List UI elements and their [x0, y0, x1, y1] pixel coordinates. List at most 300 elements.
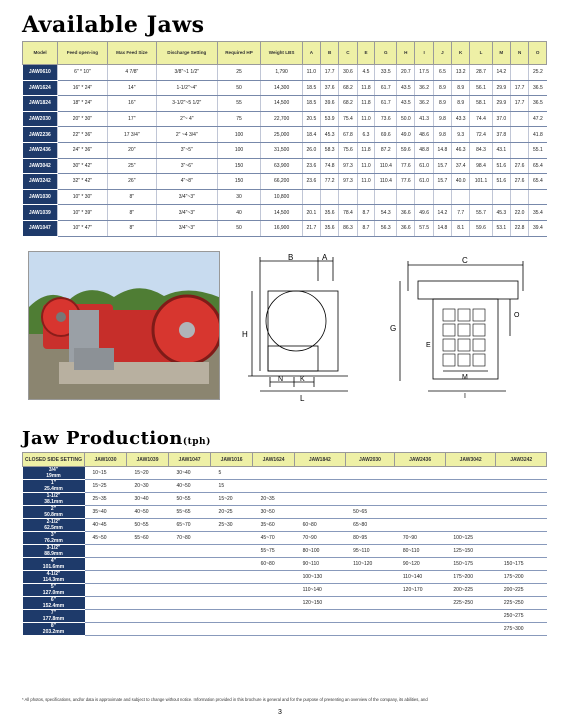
spec-cell: 3"~6": [157, 158, 217, 174]
spec-cell: 11.8: [357, 96, 375, 112]
spec-cell: 17 3/4": [107, 127, 156, 143]
production-cell: 20~35: [253, 493, 295, 506]
production-cell: [295, 506, 346, 519]
spec-cell: 50: [217, 220, 261, 236]
spec-cell: 18" * 24": [58, 96, 107, 112]
spec-cell: 32" * 42": [58, 174, 107, 190]
dim-m-label: M: [462, 374, 468, 381]
spec-cell: 27.6: [510, 174, 528, 190]
spec-cell: 20": [107, 142, 156, 158]
spec-cell: 8.9: [452, 80, 470, 96]
spec-cell: 8.1: [452, 220, 470, 236]
table-row: [23, 597, 547, 610]
spec-cell: 72.4: [470, 127, 492, 143]
production-cell: [445, 610, 496, 623]
spec-cell: 14.2: [492, 65, 510, 81]
production-cell: [85, 571, 127, 584]
production-cell: [127, 558, 169, 571]
production-cell: 225~250: [445, 597, 496, 610]
production-cell: 40~50: [169, 480, 211, 493]
spec-cell: 8.9: [452, 96, 470, 112]
setting-inch: 4": [50, 558, 57, 564]
table-row: [23, 467, 547, 480]
spec-cell: 59.6: [470, 220, 492, 236]
production-cell: [211, 532, 253, 545]
production-header-cell: JAW2436: [395, 453, 446, 467]
spec-cell: 110.4: [375, 158, 397, 174]
spec-cell: 97.3: [339, 158, 357, 174]
production-cell: [169, 558, 211, 571]
spec-cell: 20" * 30": [58, 111, 107, 127]
dim-a-label: A: [322, 253, 328, 262]
spec-cell: 75.6: [339, 142, 357, 158]
setting-inch: 1-1/2": [46, 493, 61, 499]
production-cell: 50~55: [127, 519, 169, 532]
production-cell: [445, 493, 496, 506]
production-cell: 250~275: [496, 610, 547, 623]
spec-cell: 37.4: [452, 158, 470, 174]
production-cell: 150~175: [496, 558, 547, 571]
production-cell: 95~110: [345, 545, 395, 558]
setting-mm: 19mm: [46, 473, 61, 479]
production-cell: 15~25: [85, 480, 127, 493]
production-cell: 90~120: [395, 558, 446, 571]
dim-c-label: C: [462, 256, 468, 265]
production-cell: [345, 584, 395, 597]
spec-cell: 13.2: [452, 65, 470, 81]
spec-cell: 6" * 10": [58, 65, 107, 81]
spec-cell: 50: [217, 80, 261, 96]
spec-cell: 53.1: [492, 220, 510, 236]
production-cell: [496, 480, 547, 493]
spec-cell: [510, 189, 528, 205]
spec-cell: 36.5: [529, 80, 547, 96]
production-cell: 30~40: [127, 493, 169, 506]
production-cell: 25~30: [211, 519, 253, 532]
spec-cell: 39.4: [529, 220, 547, 236]
spec-cell: [397, 189, 415, 205]
spec-header-cell: Discharge Setting: [157, 42, 217, 65]
spec-cell: 55.7: [470, 205, 492, 221]
production-header-cell: JAW1842: [295, 453, 346, 467]
spec-cell: 48.6: [415, 127, 433, 143]
spec-cell: 26": [107, 174, 156, 190]
production-header-cell: JAW1039: [127, 453, 169, 467]
spec-cell: [375, 189, 397, 205]
spec-cell: 14.2: [433, 205, 451, 221]
production-cell: [395, 467, 446, 480]
production-cell: [169, 597, 211, 610]
production-cell: [496, 493, 547, 506]
spec-header-cell: C: [339, 42, 357, 65]
spec-cell: 35.4: [529, 205, 547, 221]
table-row: [23, 127, 547, 143]
spec-cell: 4"~8": [157, 174, 217, 190]
spec-cell: 65.4: [529, 158, 547, 174]
production-cell: 45~70: [253, 532, 295, 545]
production-cell: 80~110: [395, 545, 446, 558]
spec-cell: 14,500: [261, 205, 302, 221]
spec-cell: 36.6: [397, 220, 415, 236]
setting-mm: 62.5mm: [44, 525, 63, 531]
side-view-diagram: [238, 251, 376, 406]
spec-cell: [415, 189, 433, 205]
setting-mm: 114.3mm: [42, 577, 65, 583]
spec-cell: 1-1/2"~4": [157, 80, 217, 96]
spec-cell: 61.0: [415, 158, 433, 174]
setting-inch: 8": [50, 623, 57, 629]
setting-inch: 6": [50, 597, 57, 603]
spec-cell: 21.7: [302, 220, 320, 236]
spec-cell: 11.8: [357, 80, 375, 96]
spec-cell: 47.2: [529, 111, 547, 127]
spec-cell: 18.5: [302, 80, 320, 96]
production-cell: [127, 584, 169, 597]
production-cell: 35~40: [85, 506, 127, 519]
spec-cell: 3/4"~3": [157, 220, 217, 236]
spec-header-cell: M: [492, 42, 510, 65]
setting-mm: 101.6mm: [42, 564, 65, 570]
production-cell: [211, 545, 253, 558]
production-cell: 125~150: [445, 545, 496, 558]
production-cell: [395, 597, 446, 610]
spec-cell: 39.6: [321, 96, 339, 112]
spec-cell: 61.7: [375, 80, 397, 96]
spec-cell: [510, 65, 528, 81]
production-cell: 65~70: [169, 519, 211, 532]
spec-header-cell: A: [302, 42, 320, 65]
front-view-diagram: [388, 251, 540, 399]
production-header-cell: JAW1047: [169, 453, 211, 467]
production-cell: 60~80: [253, 558, 295, 571]
spec-cell: 3/4"~3": [157, 189, 217, 205]
spec-cell: 51.6: [492, 158, 510, 174]
spec-cell: 31,500: [261, 142, 302, 158]
production-cell: [445, 467, 496, 480]
production-cell: [395, 480, 446, 493]
spec-cell: 17.7: [321, 65, 339, 81]
production-header-cell: JAW1030: [85, 453, 127, 467]
table-row: [23, 519, 547, 532]
table-row: [23, 96, 547, 112]
production-cell: 200~225: [496, 584, 547, 597]
spec-cell: 54.3: [375, 205, 397, 221]
spec-cell: 100: [217, 127, 261, 143]
spec-cell: 57.5: [415, 220, 433, 236]
dim-b-label: B: [288, 253, 294, 262]
production-cell: [496, 467, 547, 480]
spec-cell: 8.9: [433, 96, 451, 112]
table-row: [23, 220, 547, 236]
production-cell: [445, 506, 496, 519]
production-header-cell: JAW1624: [253, 453, 295, 467]
spec-cell: 77.6: [397, 158, 415, 174]
production-cell: [395, 519, 446, 532]
table-row: [23, 142, 547, 158]
spec-cell: 86.3: [339, 220, 357, 236]
production-title: [22, 428, 211, 449]
spec-cell: [510, 142, 528, 158]
setting-mm: 25.4mm: [44, 486, 63, 492]
production-cell: 80~100: [295, 545, 346, 558]
spec-cell: 45.3: [492, 205, 510, 221]
spec-cell: 58.1: [470, 96, 492, 112]
spec-cell: 30: [217, 189, 261, 205]
spec-cell: 3/4"~3": [157, 205, 217, 221]
production-header-cell: JAW1016: [211, 453, 253, 467]
production-cell: [127, 610, 169, 623]
spec-header-cell: Max Feed Size: [107, 42, 156, 65]
spec-cell: 150: [217, 174, 261, 190]
production-header-cell: JAW3242: [496, 453, 547, 467]
production-cell: [295, 467, 346, 480]
production-cell: [211, 571, 253, 584]
spec-cell: 53.9: [321, 111, 339, 127]
spec-cell: 37.8: [492, 127, 510, 143]
spec-header-cell: Required HP: [217, 42, 261, 65]
spec-cell: 10" * 39": [58, 205, 107, 221]
spec-cell: 2"~ 4": [157, 111, 217, 127]
spec-cell: 37.6: [321, 80, 339, 96]
setting-mm: 203.2mm: [42, 629, 65, 635]
spec-header-cell: B: [321, 42, 339, 65]
production-cell: [395, 610, 446, 623]
production-cell: 50~65: [345, 506, 395, 519]
spec-cell: [302, 189, 320, 205]
production-cell: [445, 623, 496, 636]
setting-cell: [23, 610, 85, 623]
spec-cell: 150: [217, 158, 261, 174]
model-cell: JAW3242: [23, 174, 58, 190]
spec-cell: [433, 189, 451, 205]
spec-cell: [357, 189, 375, 205]
spec-cell: 23.6: [302, 158, 320, 174]
production-cell: [253, 571, 295, 584]
setting-inch: 1": [50, 480, 57, 486]
production-cell: [395, 493, 446, 506]
dim-i-label: I: [464, 393, 466, 399]
table-row: [23, 545, 547, 558]
setting-cell: [23, 597, 85, 610]
production-cell: 55~65: [169, 506, 211, 519]
spec-cell: 43.5: [397, 96, 415, 112]
production-table-header: [23, 453, 547, 467]
production-cell: 100~125: [445, 532, 496, 545]
production-cell: [253, 584, 295, 597]
spec-cell: 40: [217, 205, 261, 221]
spec-cell: 56.1: [470, 80, 492, 96]
production-cell: 200~225: [445, 584, 496, 597]
production-cell: [211, 610, 253, 623]
spec-cell: 56.3: [375, 220, 397, 236]
spec-cell: 20.5: [302, 111, 320, 127]
setting-mm: 127.0mm: [42, 590, 65, 596]
production-cell: 30~50: [253, 506, 295, 519]
production-cell: [169, 610, 211, 623]
spec-cell: 97.3: [339, 174, 357, 190]
spec-cell: 73.6: [375, 111, 397, 127]
setting-mm: 177.8mm: [42, 616, 65, 622]
spec-cell: 67.8: [339, 127, 357, 143]
production-cell: [345, 467, 395, 480]
spec-cell: 37.0: [492, 111, 510, 127]
setting-cell: [23, 532, 85, 545]
setting-cell: [23, 558, 85, 571]
spec-cell: 8": [107, 205, 156, 221]
spec-cell: 11.8: [357, 142, 375, 158]
spec-cell: 10" * 47": [58, 220, 107, 236]
spec-cell: 8.7: [357, 205, 375, 221]
production-cell: 50~55: [169, 493, 211, 506]
spec-cell: [339, 189, 357, 205]
model-cell: JAW1824: [23, 96, 58, 112]
model-cell: JAW3042: [23, 158, 58, 174]
spec-cell: 36.6: [397, 205, 415, 221]
spec-cell: 3/8"~1 1/2": [157, 65, 217, 81]
production-cell: [211, 584, 253, 597]
dim-e-label: E: [426, 342, 431, 349]
production-cell: 275~300: [496, 623, 547, 636]
dim-o-label: O: [514, 312, 520, 319]
production-cell: [127, 597, 169, 610]
production-cell: 80~95: [345, 532, 395, 545]
spec-cell: 75.4: [339, 111, 357, 127]
setting-cell: [23, 506, 85, 519]
spec-cell: 55: [217, 96, 261, 112]
spec-cell: 8": [107, 220, 156, 236]
spec-cell: 75: [217, 111, 261, 127]
spec-cell: 14,500: [261, 96, 302, 112]
setting-header: CLOSED SIDE SETTING: [23, 453, 85, 467]
spec-cell: 66,200: [261, 174, 302, 190]
production-cell: [85, 558, 127, 571]
spec-cell: 41.8: [529, 127, 547, 143]
spec-cell: 65.4: [529, 174, 547, 190]
spec-header-cell: O: [529, 42, 547, 65]
spec-cell: 18.5: [302, 96, 320, 112]
production-cell: [496, 532, 547, 545]
spec-cell: 17.5: [415, 65, 433, 81]
spec-cell: [452, 189, 470, 205]
spec-cell: 35.6: [321, 220, 339, 236]
production-cell: [211, 597, 253, 610]
production-cell: 5: [211, 467, 253, 480]
spec-cell: 25": [107, 158, 156, 174]
table-row: [23, 205, 547, 221]
table-row: [23, 506, 547, 519]
production-cell: 70~80: [169, 532, 211, 545]
production-cell: [169, 584, 211, 597]
spec-cell: 25,000: [261, 127, 302, 143]
spec-cell: 10,800: [261, 189, 302, 205]
spec-cell: 17.7: [510, 80, 528, 96]
spec-cell: 18.4: [302, 127, 320, 143]
spec-cell: 87.2: [375, 142, 397, 158]
model-cell: JAW1624: [23, 80, 58, 96]
production-cell: [127, 623, 169, 636]
spec-cell: 69.6: [375, 127, 397, 143]
production-cell: [169, 623, 211, 636]
table-row: [23, 80, 547, 96]
spec-cell: 48.8: [415, 142, 433, 158]
spec-cell: 2" ~4 3/4": [157, 127, 217, 143]
production-cell: [295, 493, 346, 506]
spec-cell: 28.7: [470, 65, 492, 81]
spec-cell: 58.3: [321, 142, 339, 158]
spec-cell: [510, 111, 528, 127]
production-cell: [345, 480, 395, 493]
table-row: [23, 111, 547, 127]
table-row: [23, 610, 547, 623]
production-cell: [345, 571, 395, 584]
spec-cell: [492, 189, 510, 205]
spec-cell: 29.9: [492, 96, 510, 112]
spec-cell: 68.2: [339, 80, 357, 96]
spec-cell: [529, 189, 547, 205]
production-cell: 15~20: [211, 493, 253, 506]
spec-cell: 15.7: [433, 174, 451, 190]
spec-cell: 30.6: [339, 65, 357, 81]
production-cell: 20~30: [127, 480, 169, 493]
production-cell: 35~60: [253, 519, 295, 532]
production-cell: [295, 623, 346, 636]
spec-cell: 30" * 42": [58, 158, 107, 174]
spec-cell: 23.6: [302, 174, 320, 190]
spec-cell: 49.6: [415, 205, 433, 221]
spec-cell: 68.2: [339, 96, 357, 112]
setting-cell: [23, 493, 85, 506]
spec-cell: 11.0: [302, 65, 320, 81]
production-cell: 60~80: [295, 519, 346, 532]
production-cell: [211, 623, 253, 636]
spec-cell: 61.0: [415, 174, 433, 190]
production-cell: [395, 506, 446, 519]
production-unit: (tph): [182, 437, 211, 447]
production-cell: [253, 610, 295, 623]
production-cell: [169, 571, 211, 584]
spec-cell: 11.0: [357, 158, 375, 174]
spec-cell: 100: [217, 142, 261, 158]
production-cell: 25~35: [85, 493, 127, 506]
table-row: [23, 571, 547, 584]
spec-cell: 7.7: [452, 205, 470, 221]
production-cell: [253, 597, 295, 610]
spec-cell: 8.9: [433, 80, 451, 96]
spec-cell: 50.0: [397, 111, 415, 127]
production-cell: 10~15: [85, 467, 127, 480]
production-cell: 150~175: [445, 558, 496, 571]
spec-cell: 59.6: [397, 142, 415, 158]
spec-cell: 40.0: [452, 174, 470, 190]
spec-cell: 4.5: [357, 65, 375, 81]
production-cell: [85, 584, 127, 597]
spec-cell: 110.4: [375, 174, 397, 190]
production-cell: [85, 610, 127, 623]
setting-cell: [23, 545, 85, 558]
production-cell: [85, 545, 127, 558]
spec-cell: 22.0: [510, 205, 528, 221]
spec-cell: 51.6: [492, 174, 510, 190]
spec-cell: 63,900: [261, 158, 302, 174]
setting-inch: 3": [50, 532, 57, 538]
spec-cell: 10" * 30": [58, 189, 107, 205]
spec-cell: 36.5: [529, 96, 547, 112]
spec-cell: 74.4: [470, 111, 492, 127]
production-cell: [445, 480, 496, 493]
production-cell: 110~120: [345, 558, 395, 571]
table-row: [23, 532, 547, 545]
production-cell: [345, 597, 395, 610]
